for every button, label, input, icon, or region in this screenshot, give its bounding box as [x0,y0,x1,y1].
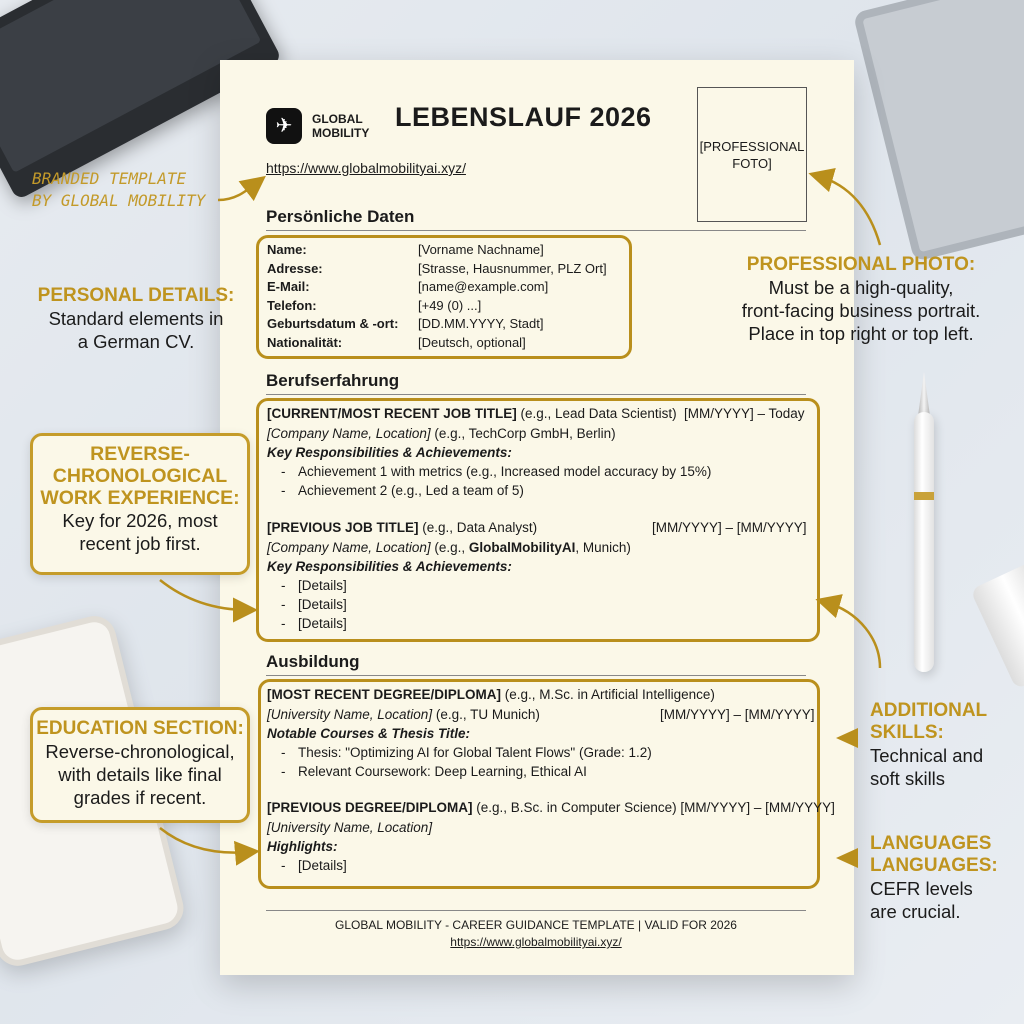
arrow-branded [218,182,258,200]
job1-company-line: [Company Name, Location] (e.g., TechCorp GmbH, Berlin) [267,426,616,441]
section-heading-experience: Berufserfahrung [266,371,400,390]
job2-item: - [Details] [281,616,347,631]
job1-item: - Achievement 1 with metrics (e.g., Increased model accuracy by 15%) [281,464,712,479]
deg1-item: - Relevant Coursework: Deep Learning, Ethical AI [281,764,587,779]
footer-url-link[interactable]: https://www.globalmobilityai.xyz/ [450,935,622,949]
brand-logo-text: GLOBAL MOBILITY [312,112,370,140]
personal-row: E-Mail: [name@example.com] [267,279,549,294]
job2-title-line: [PREVIOUS JOB TITLE] (e.g., Data Analyst) [267,520,538,535]
languages-annotation: LANGUAGES LANGUAGES: CEFR levels are crucial. [870,833,998,922]
personal-row: Name: [Vorname Nachname] [267,242,544,257]
photo-annotation: PROFESSIONAL PHOTO: Must be a high-quality, front-facing business portrait. Place in top right or top left. [741,254,981,344]
education-callout: EDUCATION SECTION: Reverse-chronological, with details like final grades if recent. [30,707,250,823]
arrow-education [160,828,250,853]
arrowhead-skills [836,728,858,748]
deg2-uni-line: [University Name, Location] [267,820,433,835]
job2-company-line: [Company Name, Location] (e.g., GlobalMobilityAI, Munich) [267,540,631,555]
personal-row: Telefon: [+49 (0) ...] [267,297,482,313]
arrow-photo [818,176,880,245]
skills-annotation: ADDITIONAL SKILLS: Technical and soft skills [870,700,988,789]
work-experience-callout: REVERSE- CHRONOLOGICAL WORK EXPERIENCE: Key for 2026, most recent job first. [30,433,250,575]
arrowhead-languages [836,848,858,868]
personal-row: Nationalität: [Deutsch, optional] [267,334,526,350]
footer-text: GLOBAL MOBILITY - CAREER GUIDANCE TEMPLATE | VALID FOR 2026 [335,918,737,932]
section-heading-personal: Persönliche Daten [266,207,415,226]
job2-dates: [MM/YYYY] – [MM/YYYY] [652,520,807,535]
deg1-title-line: [MOST RECENT DEGREE/DIPLOMA] (e.g., M.Sc. in Artificial Intelligence) [267,687,715,702]
job1-resp-label: Key Responsibilities & Achievements: [267,445,512,460]
job2-item: - [Details] [281,578,347,593]
photo-placeholder: [PROFESSIONAL FOTO] [697,87,807,222]
arrow-skills-up [825,602,880,668]
branded-template-note: BRANDED TEMPLATE BY GLOBAL MOBILITY [32,169,206,210]
job1-dates: [MM/YYYY] – Today [684,406,805,421]
deg2-title-line: [PREVIOUS DEGREE/DIPLOMA] (e.g., B.Sc. in Computer Science) [MM/YYYY] – [MM/YYYY] [267,800,835,815]
job1-title-line: [CURRENT/MOST RECENT JOB TITLE] (e.g., Lead Data Scientist) [267,406,677,421]
deg1-item: - Thesis: "Optimizing AI for Global Talent Flows" (Grade: 1.2) [281,745,652,760]
deg1-uni-line: [University Name, Location] (e.g., TU Munich) [267,707,540,722]
header-url-link[interactable]: https://www.globalmobilityai.xyz/ [266,160,466,176]
personal-row: Adresse: [Strasse, Hausnummer, PLZ Ort] [267,260,607,276]
arrow-work [160,580,248,610]
section-heading-education: Ausbildung [266,652,360,671]
deg1-label: Notable Courses & Thesis Title: [267,726,471,741]
deg2-item: - [Details] [281,858,347,873]
job2-item: - [Details] [281,597,347,612]
job1-item: - Achievement 2 (e.g., Led a team of 5) [281,483,524,498]
job2-resp-label: Key Responsibilities & Achievements: [267,559,512,574]
deg1-dates: [MM/YYYY] – [MM/YYYY] [660,707,815,722]
document-title: LEBENSLAUF 2026 [395,102,652,132]
plane-logo-icon: ✈ [266,108,302,144]
personal-row: Geburtsdatum & -ort: [DD.MM.YYYY, Stadt] [267,316,544,331]
deg2-label: Highlights: [267,839,338,854]
personal-details-annotation: PERSONAL DETAILS: Standard elements in a German CV. [37,285,235,352]
